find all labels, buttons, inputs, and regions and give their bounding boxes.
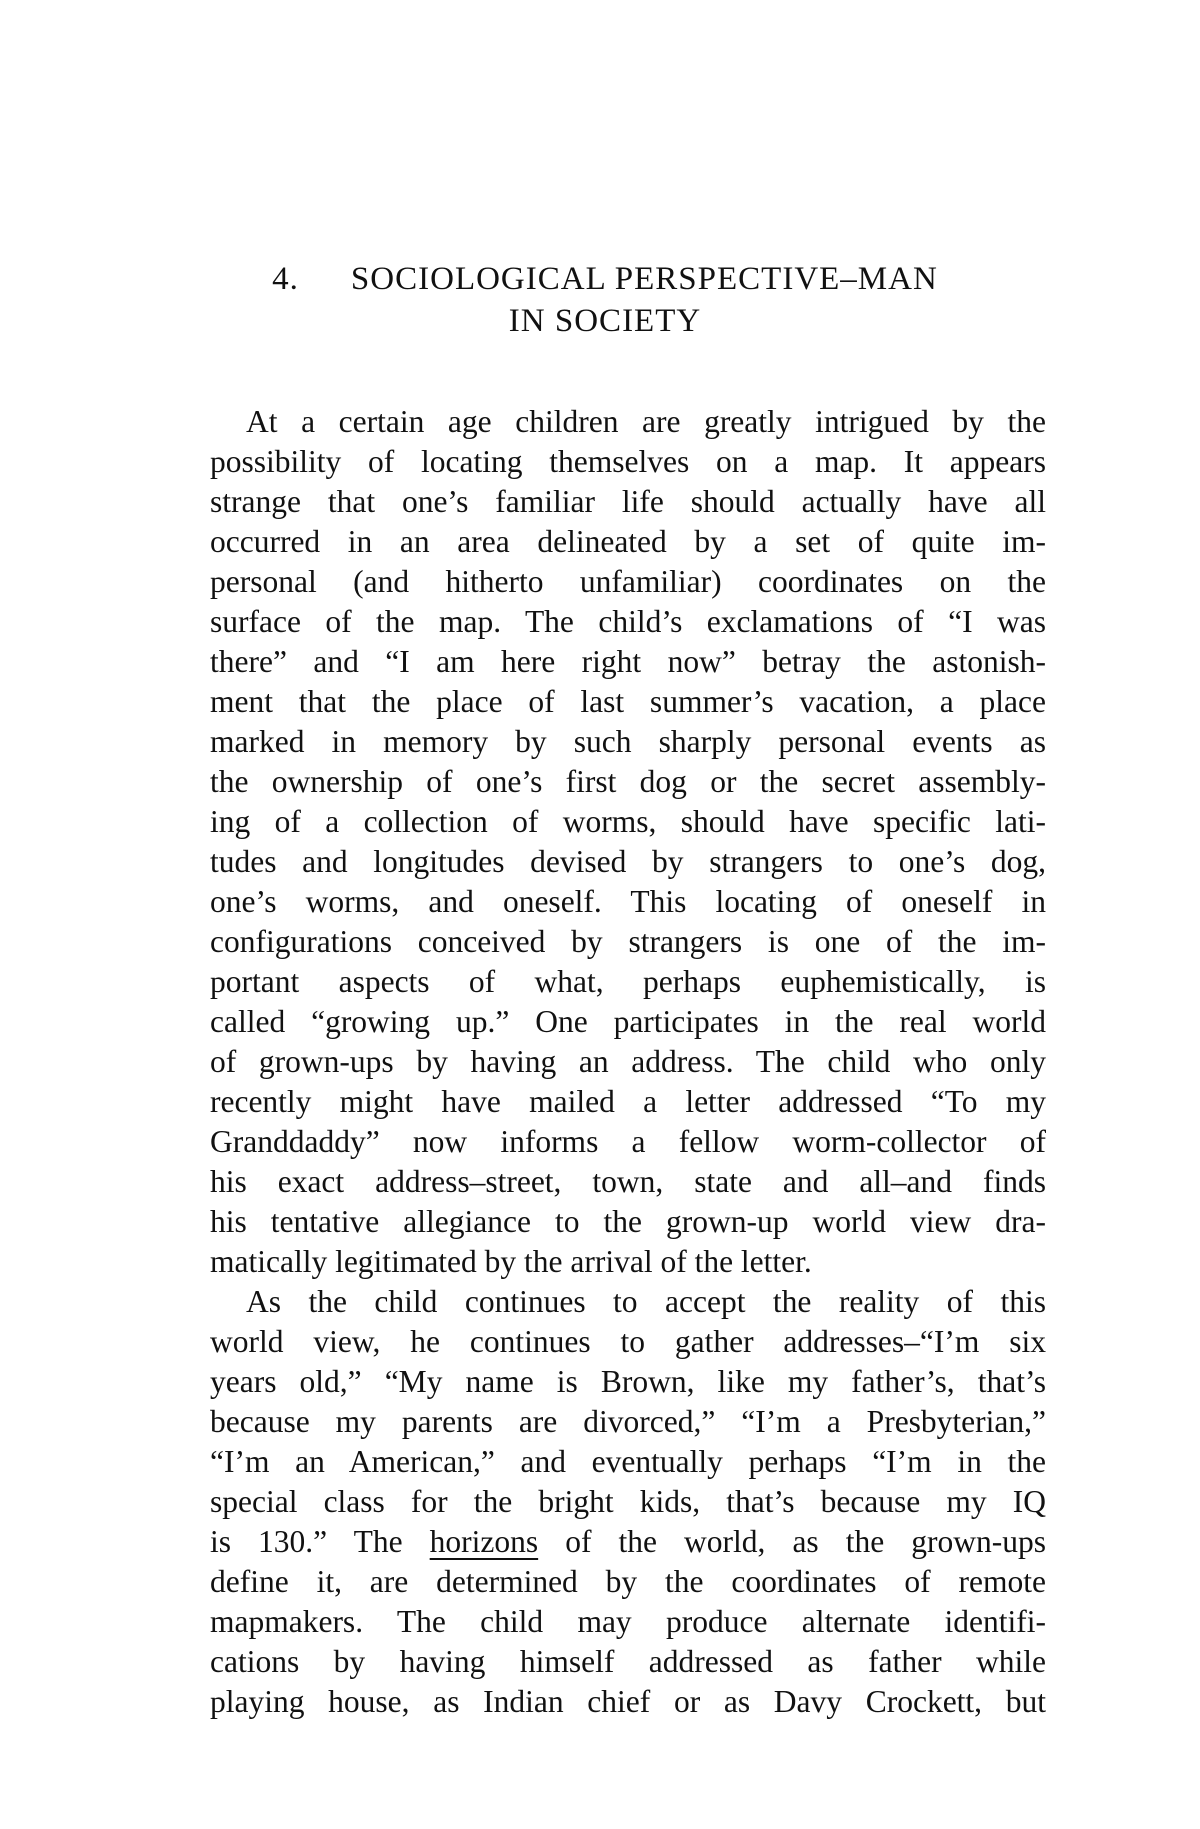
paragraph-2-line: years old,” “My name is Brown, like my father’s, that’s [210,1364,1046,1399]
paragraph-1-line: one’s worms, and oneself. This locating of oneself in [210,884,1046,919]
paragraph-1-line: his tentative allegiance to the grown-up world view dra- [210,1204,1046,1239]
paragraph-1-line: At a certain age children are greatly intrigued by the [246,404,1046,439]
paragraph-1-line: surface of the map. The child’s exclamations of “I was [210,604,1046,639]
paragraph-2-line-underlined [210,1522,1046,1562]
chapter-heading-line-1 [210,258,1000,300]
paragraph-2-line: playing house, as Indian chief or as Davy Crockett, but [210,1684,1046,1719]
paragraph-1-line: portant aspects of what, perhaps euphemistically, is [210,964,1046,999]
paragraph-1-line: ing of a collection of worms, should have specific lati- [210,804,1046,839]
paragraph-1-line: configurations conceived by strangers is one of the im- [210,924,1046,959]
paragraph-1-line: occurred in an area delineated by a set of quite im- [210,524,1046,559]
paragraph-1-line: his exact address–street, town, state and all–and finds [210,1164,1046,1199]
paragraph-2-line: define it, are determined by the coordinates of remote [210,1564,1046,1599]
chapter-number: 4. [272,261,299,297]
paragraph-1-line: recently might have mailed a letter addressed “To my [210,1084,1046,1119]
paragraph-1-line: ment that the place of last summer’s vacation, a place [210,684,1046,719]
paragraph-1-line: matically legitimated by the arrival of the letter. [210,1244,812,1279]
paragraph-2-line: “I’m an American,” and eventually perhaps “I’m in the [210,1444,1046,1479]
paragraph-2-line: As the child continues to accept the reality of this [246,1284,1046,1319]
paragraph-1-line: strange that one’s familiar life should actually have all [210,484,1046,519]
paragraph-1-line: called “growing up.” One participates in the real world [210,1004,1046,1039]
paragraph-1-line: the ownership of one’s first dog or the secret assembly- [210,764,1046,799]
paragraph-2-line: mapmakers. The child may produce alternate identifi- [210,1604,1046,1639]
body-text [210,402,1046,1722]
line-text-after-underline: of the world, as the grown-ups [538,1524,1046,1559]
paragraph-1-line: personal (and hitherto unfamiliar) coordinates on the [210,564,1046,599]
paragraph-1-line: there” and “I am here right now” betray the astonish- [210,644,1046,679]
paragraph-1-line: possibility of locating themselves on a map. It appears [210,444,1046,479]
chapter-title-part-2: IN SOCIETY [508,303,702,339]
paragraph-1-line: marked in memory by such sharply personal events as [210,724,1046,759]
paragraph-2-line: cations by having himself addressed as father while [210,1644,1046,1679]
chapter-title-part-1: SOCIOLOGICAL PERSPECTIVE–MAN [350,261,938,297]
line-text-before-underline: is 130.” The [210,1524,430,1559]
paragraph-2-line: special class for the bright kids, that’s because my IQ [210,1484,1046,1519]
paragraph-2-line: because my parents are divorced,” “I’m a Presbyterian,” [210,1404,1046,1439]
paragraph-2-line: world view, he continues to gather addresses–“I’m six [210,1324,1046,1359]
chapter-heading [210,258,1000,342]
paragraph-1-line: tudes and longitudes devised by strangers to one’s dog, [210,844,1046,879]
paragraph-1-line: of grown-ups by having an address. The child who only [210,1044,1046,1079]
underlined-word: horizons [429,1524,539,1559]
paragraph-1-line: Granddaddy” now informs a fellow worm-collector of [210,1124,1046,1159]
